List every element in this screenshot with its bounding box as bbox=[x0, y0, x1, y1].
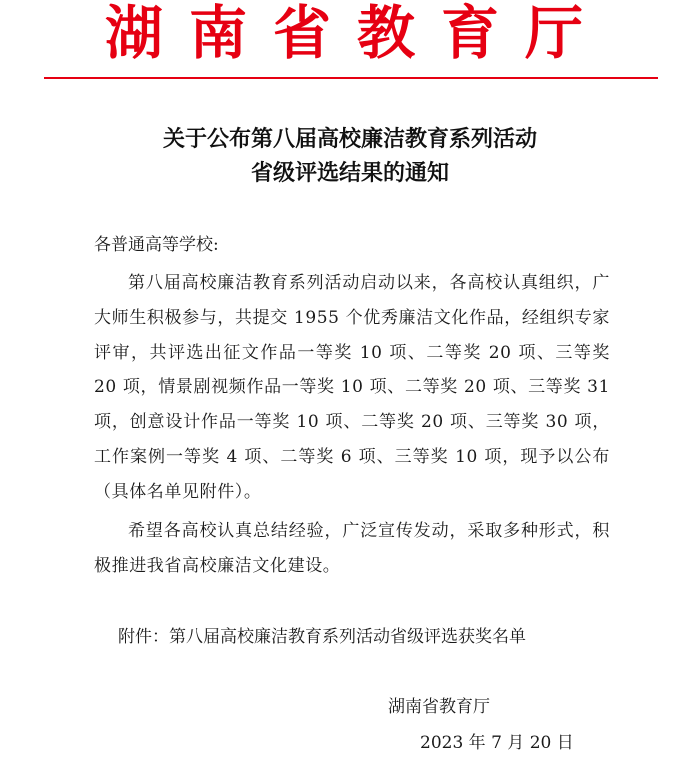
letterhead-org-name: 湖南省教育厅 bbox=[104, 0, 609, 67]
letterhead-red-rule bbox=[44, 77, 658, 79]
body-paragraph: 希望各高校认真总结经验，广泛宣传发动，采取多种形式，积极推进我省高校廉洁文化建设。 bbox=[94, 521, 610, 576]
salutation: 各普通高等学校: bbox=[94, 235, 219, 255]
attachment-note: 附件：第八届高校廉洁教育系列活动省级评选获奖名单 bbox=[118, 627, 526, 647]
issue-date: 2023 年 7 月 20 日 bbox=[420, 733, 574, 753]
document-title-line-1: 关于公布第八届高校廉洁教育系列活动 bbox=[162, 126, 537, 152]
body-paragraph: 第八届高校廉洁教育系列活动启动以来，各高校认真组织，广大师生积极参与，共提交 1955 个优秀廉洁文化作品，经组织专家评审，共评选出征文作品一等奖 10 项、二等奖 20 项、三等奖 20 项，情景剧视频作品一等奖 10 项、二等奖 20 项、三等奖 31 项，创意设计作品一等奖 10 项、二等奖 20 项、三等奖 30 项，工作案例一等奖 4 项、二等奖 6 项、三等奖 10 项，现予以公布（具体名单见附件）。 bbox=[94, 273, 610, 502]
signer-org: 湖南省教育厅 bbox=[388, 697, 490, 717]
document-title-line-2: 省级评选结果的通知 bbox=[250, 160, 449, 186]
